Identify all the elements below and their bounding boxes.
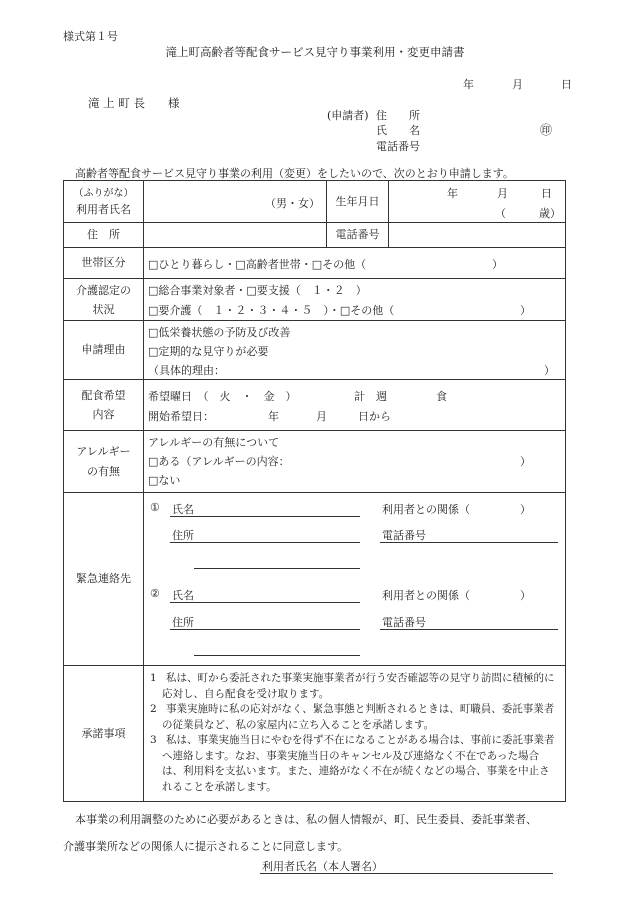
- birth-day-label: 日: [541, 187, 552, 200]
- birth-label: 生年月日: [327, 181, 389, 223]
- contact-2-relation[interactable]: 利用者との関係（: [382, 589, 470, 602]
- care-label-2: 状況: [92, 302, 115, 316]
- care-close: ）: [520, 304, 531, 317]
- applicant-label: (申請者): [327, 109, 369, 122]
- address-label: 住 所: [64, 223, 144, 248]
- consent-item: [150, 671, 560, 702]
- reason-opt-1[interactable]: □低栄養状態の予防及び改善: [148, 326, 291, 339]
- household-options[interactable]: □ひとり暮らし・□高齢者世帯・□その他（: [148, 258, 367, 271]
- row-consent: [64, 666, 566, 802]
- care-field[interactable]: [144, 279, 566, 321]
- contact-2-address-line[interactable]: [170, 629, 360, 630]
- contact-1-phone-line[interactable]: [380, 542, 558, 543]
- contact-1-name-line[interactable]: [170, 516, 360, 517]
- applicant-address-label: 住 所: [376, 109, 420, 122]
- applicant-name-label: 氏 名: [376, 124, 420, 137]
- consent-text: [150, 671, 560, 795]
- user-name-label: 利用者氏名: [76, 202, 131, 216]
- seal-mark: ㊞: [540, 123, 553, 137]
- delivery-start-from: 日から: [358, 410, 391, 423]
- contact-1-address-label: 住所: [172, 529, 194, 542]
- signature-label: 利用者氏名（本人署名）: [262, 860, 383, 873]
- date-month-label: 月: [512, 78, 523, 91]
- consent-item-text: 私は、町から委託された事業実施事業者が行う安否確認等の見守り訪問に積極的に応対し、自ら配食を受け取ります。: [162, 672, 555, 700]
- date-year-label: 年: [463, 78, 474, 91]
- contact-2-num: ②: [150, 587, 160, 600]
- date-day-label: 日: [561, 78, 572, 91]
- contact-2-name-line[interactable]: [170, 602, 360, 603]
- consent-item-number: 1: [150, 672, 157, 684]
- contact-1-relation-close: ）: [520, 503, 531, 516]
- care-line-1[interactable]: □総合事業対象者・□要支援（ １・２ ）: [148, 284, 367, 297]
- reason-opt-3[interactable]: （具体的理由：: [148, 364, 225, 377]
- privacy-consent-line-1: 本事業の利用調整のために必要があるときは、私の個人情報が、町、民生委員、委託事業者、: [75, 813, 537, 826]
- contact-1-num: ①: [150, 501, 160, 514]
- age-field[interactable]: （ 歳）: [495, 207, 561, 220]
- allergy-field[interactable]: [144, 431, 566, 493]
- row-delivery: [64, 380, 566, 431]
- delivery-start-month: 月: [316, 410, 327, 423]
- household-close: ）: [492, 258, 503, 271]
- household-field[interactable]: [144, 248, 566, 279]
- emergency-field: [144, 493, 566, 666]
- phone-field[interactable]: [389, 223, 566, 248]
- consent-item: [150, 702, 560, 733]
- row-care-status: [64, 279, 566, 321]
- contact-2-phone-line[interactable]: [380, 629, 558, 630]
- row-household: [64, 248, 566, 279]
- contact-1-relation[interactable]: 利用者との関係（: [382, 503, 470, 516]
- contact-2-name-label: 氏名: [172, 589, 194, 602]
- allergy-yes-option[interactable]: □ある（アレルギーの内容：: [148, 455, 290, 468]
- birth-date-field[interactable]: [389, 181, 566, 223]
- contact-1-address-line-2[interactable]: [194, 568, 360, 569]
- delivery-meals: 食: [436, 390, 447, 403]
- allergy-question: アレルギーの有無について: [148, 436, 280, 449]
- consent-label: 承諾事項: [64, 666, 144, 802]
- row-reason: [64, 321, 566, 380]
- delivery-field[interactable]: [144, 380, 566, 431]
- delivery-label-2: 内容: [92, 408, 115, 421]
- delivery-start-year: 年: [268, 410, 279, 423]
- signature-line[interactable]: [260, 873, 553, 874]
- page-title: 滝上町高齢者等配食サービス見守り事業利用・変更申請書: [165, 45, 465, 59]
- contact-2-relation-close: ）: [520, 589, 531, 602]
- delivery-label-1: 配食希望: [81, 389, 126, 402]
- privacy-consent-line-2: 介護事業所などの関係人に提示されることに同意します。: [63, 840, 349, 853]
- contact-2-phone-label: 電話番号: [382, 616, 426, 629]
- consent-item-number: 2: [150, 703, 157, 715]
- contact-2-address-label: 住所: [172, 616, 194, 629]
- reason-opt-2[interactable]: □定期的な見守りが必要: [148, 345, 269, 358]
- delivery-weekly: 計 週: [354, 390, 387, 403]
- intro-text: 高齢者等配食サービス見守り事業の利用（変更）をしたいので、次のとおり申請します。: [75, 167, 514, 180]
- contact-1-address-line[interactable]: [170, 542, 360, 543]
- row-allergy: [64, 431, 566, 493]
- consent-item-text: 事業実施時に私の応対がなく、緊急事態と判断されるときは、町職員、委託事業者の従業員など、私の家屋内に立ち入ることを承諾します。: [162, 703, 555, 731]
- reason-field[interactable]: [144, 321, 566, 380]
- allergy-close: ）: [520, 455, 531, 468]
- birth-year-label: 年: [447, 187, 458, 200]
- furigana-label: （ふりがな）: [73, 187, 134, 199]
- allergy-label-2: の有無: [87, 464, 120, 478]
- contact-1-name-label: 氏名: [172, 503, 194, 516]
- delivery-start-label: 開始希望日：: [148, 410, 214, 423]
- emergency-label: 緊急連絡先: [64, 493, 144, 666]
- form-number: 様式第１号: [63, 30, 118, 43]
- phone-label: 電話番号: [327, 223, 389, 248]
- consent-item-number: 3: [150, 734, 157, 746]
- address-field[interactable]: [144, 223, 327, 248]
- row-user-name: [64, 181, 566, 223]
- application-form-table: [63, 180, 566, 802]
- gender-select[interactable]: （男・女）: [265, 197, 320, 210]
- addressee: 滝 上 町 長 様: [88, 96, 180, 110]
- birth-month-label: 月: [497, 187, 508, 200]
- delivery-days[interactable]: 希望曜日 （ 火 ・ 金 ）: [148, 390, 297, 403]
- reason-close: ）: [544, 364, 555, 377]
- consent-item: [150, 733, 560, 795]
- applicant-phone-label: 電話番号: [376, 140, 420, 153]
- allergy-no-option[interactable]: □ない: [148, 474, 181, 487]
- row-emergency: [64, 493, 566, 666]
- allergy-label-1: アレルギー: [76, 444, 131, 458]
- care-label-1: 介護認定の: [76, 283, 131, 297]
- household-label: 世帯区分: [64, 248, 144, 279]
- reason-label: 申請理由: [64, 321, 144, 380]
- contact-2-address-line-2[interactable]: [194, 655, 360, 656]
- user-name-field[interactable]: [144, 181, 327, 223]
- care-line-2[interactable]: □要介護（ １・２・３・４・５ ）・□その他（: [148, 304, 395, 317]
- row-address: [64, 223, 566, 248]
- contact-1-phone-label: 電話番号: [382, 529, 426, 542]
- consent-field: [144, 666, 566, 802]
- consent-item-text: 私は、事業実施当日にやむを得ず不在になることがある場合は、事前に委託事業者へ連絡します。なお、事業実施当日のキャンセル及び連絡なく不在であった場合は、利用料を支払います。また、連絡がなく不在が続くなどの場合、事業を中止されることを承諾します。: [162, 734, 555, 793]
